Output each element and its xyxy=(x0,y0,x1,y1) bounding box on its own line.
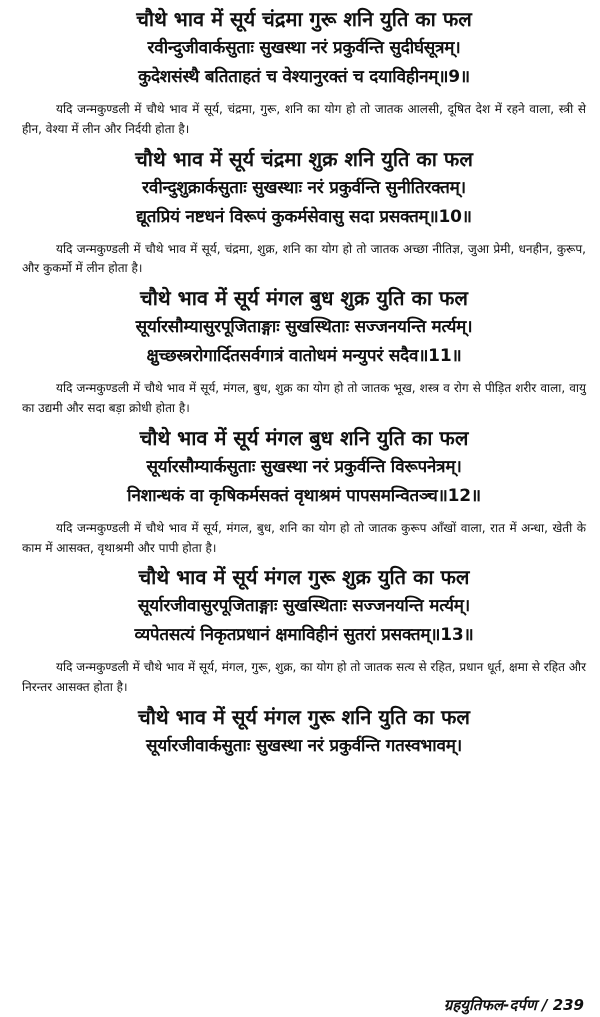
page-footer xyxy=(444,995,584,1015)
section-heading: चौथे भाव में सूर्य मंगल गुरू शुक्र युति का फल xyxy=(138,565,470,590)
section-heading: चौथे भाव में सूर्य मंगल बुध शनि युति का फल xyxy=(139,425,469,450)
meaning-paragraph: यदि जन्मकुण्डली में चौथे भाव में सूर्य, मंगल, बुध, शनि का योग हो तो जातक कुरूप आँखों वाला, रात में अन्धा, खेती के काम में आसक्त, वृथाश्रमी और पापी होता है। xyxy=(22,520,586,555)
section-6 xyxy=(22,702,586,761)
book-title: ग्रहयुतिफल-दर्पण xyxy=(443,996,537,1014)
verse-line: रवीन्दुजीवार्कसुताः सुखस्था नरं प्रकुर्वन्ति सुदीर्घसूत्रम्। xyxy=(147,38,461,58)
section-3 xyxy=(22,283,586,419)
section-heading: चौथे भाव में सूर्य चंद्रमा गुरू शनि युति का फल xyxy=(136,7,472,31)
verse-line: सूर्यारसौम्यासुरपूजिताङ्गाः सुखस्थिताः सज्जनयन्ति मर्त्यम्। xyxy=(135,317,473,338)
section-4 xyxy=(22,423,586,559)
meaning-paragraph: यदि जन्मकुण्डली में चौथे भाव में सूर्य, चंद्रमा, गुरू, शनि का योग हो तो जातक आलसी, दूषित देश में रहने वाला, स्त्री से हीन, वेश्या में लीन और निर्दयी होता है। xyxy=(22,102,586,136)
meaning-paragraph: यदि जन्मकुण्डली में चौथे भाव में सूर्य, मंगल, बुध, शुक्र का योग हो तो जातक भूख, शस्त्र व रोग से पीड़ित शरीर वाला, वायु का उद्यमी और सदा बड़ा क्रोधी होता है। xyxy=(22,381,586,415)
meaning-paragraph: यदि जन्मकुण्डली में चौथे भाव में सूर्य, चंद्रमा, शुक्र, शनि का योग हो तो जातक अच्छा नीतिज्ञ, जुआ प्रेमी, धनहीन, कुरूप, और कुकर्मो में लीन होता है। xyxy=(22,241,586,276)
verse-line: सूर्यारजीवासुरपूजिताङ्गाः सुखस्थिताः सज्जनयन्ति मर्त्यम्। xyxy=(137,596,471,617)
verse-line: कुदेशसंस्थै बतिताहतं च वेश्यानुरक्तं च दयाविहीनम्॥9॥ xyxy=(138,67,470,87)
verse-line: रवीन्दुशुक्रार्कसुताः सुखस्थाः नरं प्रकुर्वन्ति सुनीतिरक्तम्। xyxy=(142,177,466,198)
verse-line: सूर्यारसौम्यार्कसुताः सुखस्था नरं प्रकुर्वन्ति विरूपनेत्रम्। xyxy=(146,456,462,477)
section-heading: चौथे भाव में सूर्य मंगल गुरू शनि युति का फल xyxy=(138,704,470,729)
section-heading: चौथे भाव में सूर्य मंगल बुध शुक्र युति का फल xyxy=(140,286,468,311)
verse-line: क्षुच्छस्त्ररोगार्दितसर्वगात्रं वातोधमं मन्युपरं सदैव॥11॥ xyxy=(146,346,462,367)
verse-line: व्यपेतसत्यं निकृतप्रधानं क्षमाविहीनं सुतरां प्रसक्तम्॥13॥ xyxy=(134,625,474,646)
section-1 xyxy=(22,4,586,140)
verse-line: सूर्यारजीवार्कसुताः सुखस्था नरं प्रकुर्वन्ति गतस्वभावम्। xyxy=(146,735,462,756)
verse-line: द्यूतप्रियं नष्टधनं विरूपं कुकर्मसेवासु सदा प्रसक्तम्॥10॥ xyxy=(136,206,472,227)
section-heading: चौथे भाव में सूर्य चंद्रमा शुक्र शनि युति का फल xyxy=(135,146,473,171)
page-number: 239 xyxy=(552,996,584,1014)
section-2 xyxy=(22,144,586,280)
section-5 xyxy=(22,562,586,698)
verse-line: निशान्धकं वा कृषिकर्मसक्तं वृथाश्रमं पापसमन्वितञ्च॥12॥ xyxy=(127,485,481,506)
meaning-paragraph: यदि जन्मकुण्डली में चौथे भाव में सूर्य, मंगल, गुरू, शुक्र, का योग हो तो जातक सत्य से रहित, प्रधान धूर्त, क्षमा से रहित और निरन्तर आसक्त होता है। xyxy=(22,660,586,695)
footer-separator: / xyxy=(541,996,548,1014)
